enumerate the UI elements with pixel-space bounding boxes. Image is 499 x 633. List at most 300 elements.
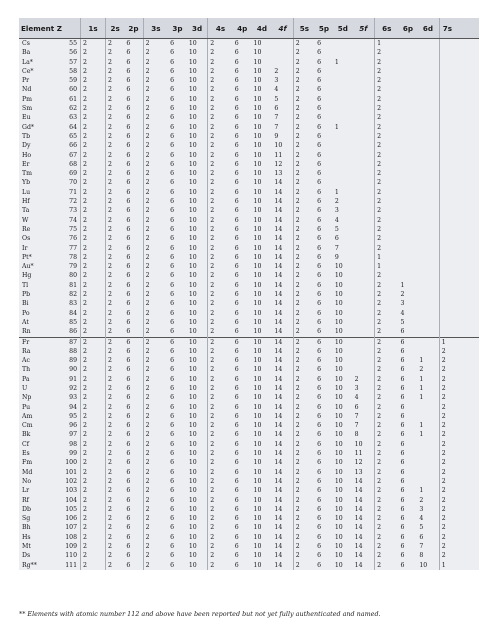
cell-6p: 6 xyxy=(400,403,405,411)
cell-7s: 2 xyxy=(439,365,479,374)
cell-5f: 14 xyxy=(354,561,363,569)
cell-1s: 2 xyxy=(81,421,106,430)
cell-5p: 6 xyxy=(317,431,322,439)
cell-5d: 10 xyxy=(334,384,343,392)
cell-4p: 6 xyxy=(234,235,239,243)
cell-4s: 2 xyxy=(208,206,233,215)
cell-6d xyxy=(417,458,439,467)
table-row xyxy=(19,132,479,141)
cell-4p: 6 xyxy=(234,468,239,476)
cell-5p: 6 xyxy=(317,533,322,541)
cell-6d xyxy=(417,253,439,262)
cell-3p: 6 xyxy=(170,151,175,159)
cell-4p: 6 xyxy=(234,151,239,159)
cell-1s: 2 xyxy=(81,440,106,449)
cell-z: 96 xyxy=(69,422,78,430)
cell-5s: 2 xyxy=(293,468,315,477)
cell-6d: 6 xyxy=(419,533,424,541)
cell-5s: 2 xyxy=(293,169,315,178)
cell-3s: 2 xyxy=(143,365,168,374)
cell-7s xyxy=(439,48,479,57)
cell-7s xyxy=(439,253,479,262)
cell-5d: 10 xyxy=(334,450,343,458)
cell-z: 66 xyxy=(69,142,78,150)
cell-5d: 10 xyxy=(334,403,343,411)
header-4s: 4s xyxy=(208,18,233,39)
cell-5d xyxy=(333,141,353,150)
cell-4f: 11 xyxy=(274,151,283,159)
cell-6d xyxy=(417,290,439,299)
cell-4f: 14 xyxy=(274,505,283,513)
header-2p: 2p xyxy=(124,18,143,39)
header-element: Element xyxy=(21,23,55,33)
cell-5d: 6 xyxy=(334,235,339,243)
cell-5s: 2 xyxy=(293,403,315,412)
table-row xyxy=(19,290,479,299)
table-row xyxy=(19,412,479,421)
cell-1s: 2 xyxy=(81,523,106,532)
cell-3d: 10 xyxy=(188,198,197,206)
cell-z: 73 xyxy=(69,207,78,215)
cell-3s: 2 xyxy=(143,393,168,402)
cell-5d: 10 xyxy=(334,487,343,495)
cell-4s: 2 xyxy=(208,327,233,337)
cell-5s: 2 xyxy=(293,178,315,187)
cell-6d xyxy=(417,141,439,150)
cell-7s: 2 xyxy=(439,486,479,495)
cell-2p: 6 xyxy=(126,207,131,215)
cell-5f xyxy=(353,132,375,141)
cell-6s: 1 xyxy=(375,253,399,262)
cell-4f: 7 xyxy=(274,114,279,122)
cell-2p: 6 xyxy=(126,496,131,504)
cell-5p: 6 xyxy=(317,58,322,66)
cell-z: 92 xyxy=(69,384,78,392)
cell-z: 86 xyxy=(69,328,78,336)
cell-4d: 10 xyxy=(253,114,262,122)
cell-1s: 2 xyxy=(81,403,106,412)
cell-4f: 6 xyxy=(274,105,279,113)
cell-2s: 2 xyxy=(106,58,125,67)
cell-7s: 2 xyxy=(439,421,479,430)
cell-2s: 2 xyxy=(106,95,125,104)
cell-5f: 14 xyxy=(354,496,363,504)
cell-2s: 2 xyxy=(106,561,125,570)
cell-5d: 10 xyxy=(334,543,343,551)
cell-6s: 2 xyxy=(375,551,399,560)
cell-6s: 2 xyxy=(375,449,399,458)
cell-5s: 2 xyxy=(293,393,315,402)
cell-6s: 2 xyxy=(375,225,399,234)
cell-element: Sg xyxy=(22,515,31,523)
cell-3s: 2 xyxy=(143,151,168,160)
cell-3d: 10 xyxy=(188,505,197,513)
cell-5f xyxy=(353,39,375,49)
cell-z: 104 xyxy=(65,496,78,504)
cell-6d xyxy=(417,178,439,187)
cell-4d: 10 xyxy=(253,160,262,168)
cell-3d: 10 xyxy=(188,272,197,280)
cell-6d: 5 xyxy=(419,524,424,532)
table-row xyxy=(19,309,479,318)
cell-z: 80 xyxy=(69,272,78,280)
cell-2p: 6 xyxy=(126,477,131,485)
cell-7s xyxy=(439,151,479,160)
cell-3s: 2 xyxy=(143,523,168,532)
table-row xyxy=(19,458,479,467)
cell-5p: 6 xyxy=(317,300,322,308)
cell-4p: 6 xyxy=(234,225,239,233)
cell-z: 79 xyxy=(69,263,78,271)
cell-2s: 2 xyxy=(106,197,125,206)
cell-4p: 6 xyxy=(234,198,239,206)
cell-3s: 2 xyxy=(143,271,168,280)
cell-6d xyxy=(417,225,439,234)
cell-6d xyxy=(417,337,439,347)
cell-5d: 3 xyxy=(334,207,339,215)
table-row xyxy=(19,151,479,160)
cell-2s: 2 xyxy=(106,327,125,337)
cell-3d: 10 xyxy=(188,431,197,439)
cell-5f xyxy=(353,206,375,215)
cell-3s: 2 xyxy=(143,95,168,104)
cell-6s: 2 xyxy=(375,48,399,57)
cell-7s: 2 xyxy=(439,430,479,439)
cell-3p: 6 xyxy=(170,375,175,383)
cell-2p: 6 xyxy=(126,459,131,467)
cell-2p: 6 xyxy=(126,291,131,299)
cell-6d: 2 xyxy=(419,496,424,504)
cell-3s: 2 xyxy=(143,309,168,318)
cell-6d xyxy=(417,347,439,356)
cell-5d: 4 xyxy=(334,216,339,224)
cell-3p: 6 xyxy=(170,95,175,103)
table-row xyxy=(19,160,479,169)
cell-4s: 2 xyxy=(208,561,233,570)
cell-5f xyxy=(353,141,375,150)
cell-3p: 6 xyxy=(170,318,175,326)
cell-6p: 6 xyxy=(400,524,405,532)
cell-5p: 6 xyxy=(317,496,322,504)
cell-2p: 6 xyxy=(126,132,131,140)
cell-6s: 2 xyxy=(375,123,399,132)
cell-4p: 6 xyxy=(234,300,239,308)
header-5p: 5p xyxy=(315,18,333,39)
cell-7s: 2 xyxy=(439,403,479,412)
cell-3p: 6 xyxy=(170,235,175,243)
cell-6s: 2 xyxy=(375,281,399,290)
cell-2p: 6 xyxy=(126,515,131,523)
cell-6s: 2 xyxy=(375,327,399,337)
cell-4f: 14 xyxy=(274,188,283,196)
cell-4d: 10 xyxy=(253,281,262,289)
cell-5d: 10 xyxy=(334,422,343,430)
table-row xyxy=(19,533,479,542)
cell-7s xyxy=(439,262,479,271)
cell-element: Os xyxy=(22,235,31,243)
cell-5s: 2 xyxy=(293,375,315,384)
table-row xyxy=(19,95,479,104)
cell-2p: 6 xyxy=(126,281,131,289)
cell-5p: 6 xyxy=(317,384,322,392)
cell-5s: 2 xyxy=(293,551,315,560)
cell-4f: 14 xyxy=(274,309,283,317)
cell-5s: 2 xyxy=(293,95,315,104)
cell-5f: 14 xyxy=(354,515,363,523)
cell-5p: 6 xyxy=(317,543,322,551)
cell-4p: 6 xyxy=(234,291,239,299)
cell-4f: 7 xyxy=(274,123,279,131)
cell-4d: 10 xyxy=(253,77,262,85)
cell-3s: 2 xyxy=(143,160,168,169)
cell-6p xyxy=(399,216,418,225)
cell-6p: 6 xyxy=(400,412,405,420)
cell-1s: 2 xyxy=(81,318,106,327)
cell-3p: 6 xyxy=(170,198,175,206)
cell-4p: 6 xyxy=(234,394,239,402)
cell-3p: 6 xyxy=(170,412,175,420)
table-row xyxy=(19,318,479,327)
cell-5p: 6 xyxy=(317,403,322,411)
cell-z: 101 xyxy=(65,468,78,476)
cell-2p: 6 xyxy=(126,151,131,159)
cell-element: Np xyxy=(22,394,32,402)
cell-4p: 6 xyxy=(234,114,239,122)
cell-5s: 2 xyxy=(293,449,315,458)
cell-4f: 14 xyxy=(274,291,283,299)
cell-7s xyxy=(439,85,479,94)
cell-5f xyxy=(353,48,375,57)
cell-3p: 6 xyxy=(170,561,175,569)
cell-6s: 2 xyxy=(375,496,399,505)
cell-6d: 1 xyxy=(419,357,424,365)
cell-4p: 6 xyxy=(234,309,239,317)
cell-2s: 2 xyxy=(106,347,125,356)
cell-element: Bi xyxy=(22,300,29,308)
cell-2s: 2 xyxy=(106,299,125,308)
cell-z: 72 xyxy=(69,198,78,206)
cell-6s: 2 xyxy=(375,403,399,412)
cell-5f xyxy=(353,95,375,104)
cell-3d: 10 xyxy=(188,561,197,569)
cell-6d: 1 xyxy=(419,394,424,402)
cell-5d xyxy=(333,160,353,169)
cell-6d xyxy=(417,67,439,76)
cell-5d xyxy=(333,178,353,187)
cell-3p: 6 xyxy=(170,253,175,261)
cell-4f: 14 xyxy=(274,561,283,569)
cell-3p: 6 xyxy=(170,403,175,411)
cell-5f xyxy=(353,290,375,299)
cell-6p xyxy=(399,244,418,253)
cell-6s: 2 xyxy=(375,477,399,486)
cell-7s xyxy=(439,95,479,104)
cell-3d: 10 xyxy=(188,253,197,261)
cell-element: Mt xyxy=(22,543,31,551)
cell-element: Eu xyxy=(22,114,31,122)
cell-5p: 6 xyxy=(317,440,322,448)
cell-4d: 10 xyxy=(253,450,262,458)
cell-3d: 10 xyxy=(188,123,197,131)
cell-4f: 14 xyxy=(274,179,283,187)
table-row xyxy=(19,244,479,253)
cell-6d xyxy=(417,123,439,132)
table-row xyxy=(19,281,479,290)
cell-5p: 6 xyxy=(317,561,322,569)
cell-1s: 2 xyxy=(81,356,106,365)
cell-6p xyxy=(399,123,418,132)
cell-4d: 10 xyxy=(253,347,262,355)
cell-1s: 2 xyxy=(81,85,106,94)
cell-6d xyxy=(417,262,439,271)
cell-4d: 10 xyxy=(253,357,262,365)
cell-2p: 6 xyxy=(126,505,131,513)
cell-3p: 6 xyxy=(170,216,175,224)
header-3s: 3s xyxy=(143,18,168,39)
cell-6d: 1 xyxy=(419,375,424,383)
cell-4p: 6 xyxy=(234,496,239,504)
cell-7s xyxy=(439,327,479,337)
table-row xyxy=(19,216,479,225)
cell-1s: 2 xyxy=(81,160,106,169)
cell-6s: 2 xyxy=(375,365,399,374)
cell-6s: 2 xyxy=(375,132,399,141)
cell-6p: 1 xyxy=(400,281,405,289)
cell-3d: 10 xyxy=(188,403,197,411)
cell-3p: 6 xyxy=(170,477,175,485)
cell-1s: 2 xyxy=(81,542,106,551)
cell-5s: 2 xyxy=(293,505,315,514)
cell-7s: 2 xyxy=(439,468,479,477)
cell-7s: 2 xyxy=(439,533,479,542)
cell-4f: 14 xyxy=(274,225,283,233)
cell-2p: 6 xyxy=(126,235,131,243)
cell-4p: 6 xyxy=(234,487,239,495)
cell-6s: 2 xyxy=(375,151,399,160)
cell-4s: 2 xyxy=(208,523,233,532)
cell-4s: 2 xyxy=(208,262,233,271)
cell-7s: 2 xyxy=(439,393,479,402)
cell-4s: 2 xyxy=(208,533,233,542)
cell-5d xyxy=(333,169,353,178)
cell-4f: 14 xyxy=(274,357,283,365)
cell-3s: 2 xyxy=(143,262,168,271)
cell-element: Rf xyxy=(22,496,29,504)
cell-3p: 6 xyxy=(170,40,175,47)
cell-2p: 6 xyxy=(126,328,131,336)
cell-z: 95 xyxy=(69,412,78,420)
cell-2s: 2 xyxy=(106,440,125,449)
cell-5d: 10 xyxy=(334,505,343,513)
cell-4d: 10 xyxy=(253,151,262,159)
cell-4f: 14 xyxy=(274,207,283,215)
cell-3s: 2 xyxy=(143,542,168,551)
cell-5f xyxy=(353,271,375,280)
cell-2p: 6 xyxy=(126,543,131,551)
cell-6d xyxy=(417,477,439,486)
cell-6p: 6 xyxy=(400,561,405,569)
cell-3d: 10 xyxy=(188,468,197,476)
cell-3s: 2 xyxy=(143,206,168,215)
cell-2s: 2 xyxy=(106,39,125,49)
cell-z: 74 xyxy=(69,216,78,224)
cell-z: 55 xyxy=(69,40,78,47)
header-4p: 4p xyxy=(233,18,252,39)
cell-1s: 2 xyxy=(81,281,106,290)
cell-5f xyxy=(353,85,375,94)
cell-7s xyxy=(439,132,479,141)
cell-4d: 10 xyxy=(253,384,262,392)
cell-4p: 6 xyxy=(234,132,239,140)
cell-4p: 6 xyxy=(234,366,239,374)
cell-5s: 2 xyxy=(293,347,315,356)
cell-3p: 6 xyxy=(170,105,175,113)
cell-5f xyxy=(353,318,375,327)
cell-2s: 2 xyxy=(106,123,125,132)
cell-4s: 2 xyxy=(208,132,233,141)
cell-2p: 6 xyxy=(126,244,131,252)
cell-6p: 6 xyxy=(400,515,405,523)
cell-3d: 10 xyxy=(188,207,197,215)
cell-3d: 10 xyxy=(188,291,197,299)
cell-2p: 6 xyxy=(126,552,131,560)
cell-element: Yb xyxy=(22,179,31,187)
cell-6s: 2 xyxy=(375,412,399,421)
cell-4f: 14 xyxy=(274,477,283,485)
cell-7s: 2 xyxy=(439,514,479,523)
cell-z: 88 xyxy=(69,347,78,355)
cell-element: Tl xyxy=(22,281,29,289)
cell-z: 57 xyxy=(69,58,78,66)
cell-4s: 2 xyxy=(208,430,233,439)
cell-6d xyxy=(417,113,439,122)
cell-6s: 2 xyxy=(375,234,399,243)
cell-5s: 2 xyxy=(293,542,315,551)
cell-element: Pr xyxy=(22,77,30,85)
cell-z: 81 xyxy=(69,281,78,289)
cell-4f: 14 xyxy=(274,244,283,252)
cell-4p: 6 xyxy=(234,505,239,513)
cell-4p: 6 xyxy=(234,281,239,289)
cell-6p: 6 xyxy=(400,477,405,485)
cell-3p: 6 xyxy=(170,496,175,504)
cell-4f: 14 xyxy=(274,300,283,308)
cell-3p: 6 xyxy=(170,515,175,523)
cell-4d: 10 xyxy=(253,216,262,224)
cell-3d: 10 xyxy=(188,366,197,374)
cell-z: 109 xyxy=(65,543,78,551)
cell-2p: 6 xyxy=(126,272,131,280)
cell-5p: 6 xyxy=(317,450,322,458)
cell-5p: 6 xyxy=(317,95,322,103)
electron-configuration-table xyxy=(19,18,479,570)
cell-1s: 2 xyxy=(81,486,106,495)
cell-1s: 2 xyxy=(81,262,106,271)
cell-5p: 6 xyxy=(317,198,322,206)
cell-5f: 4 xyxy=(354,394,359,402)
cell-7s: 2 xyxy=(439,440,479,449)
cell-4d: 10 xyxy=(253,561,262,569)
cell-4p: 6 xyxy=(234,58,239,66)
cell-3d: 10 xyxy=(188,459,197,467)
cell-2p: 6 xyxy=(126,40,131,47)
cell-3s: 2 xyxy=(143,67,168,76)
cell-6d xyxy=(417,76,439,85)
cell-1s: 2 xyxy=(81,67,106,76)
table-row xyxy=(19,551,479,560)
cell-7s xyxy=(439,216,479,225)
cell-5p: 6 xyxy=(317,357,322,365)
